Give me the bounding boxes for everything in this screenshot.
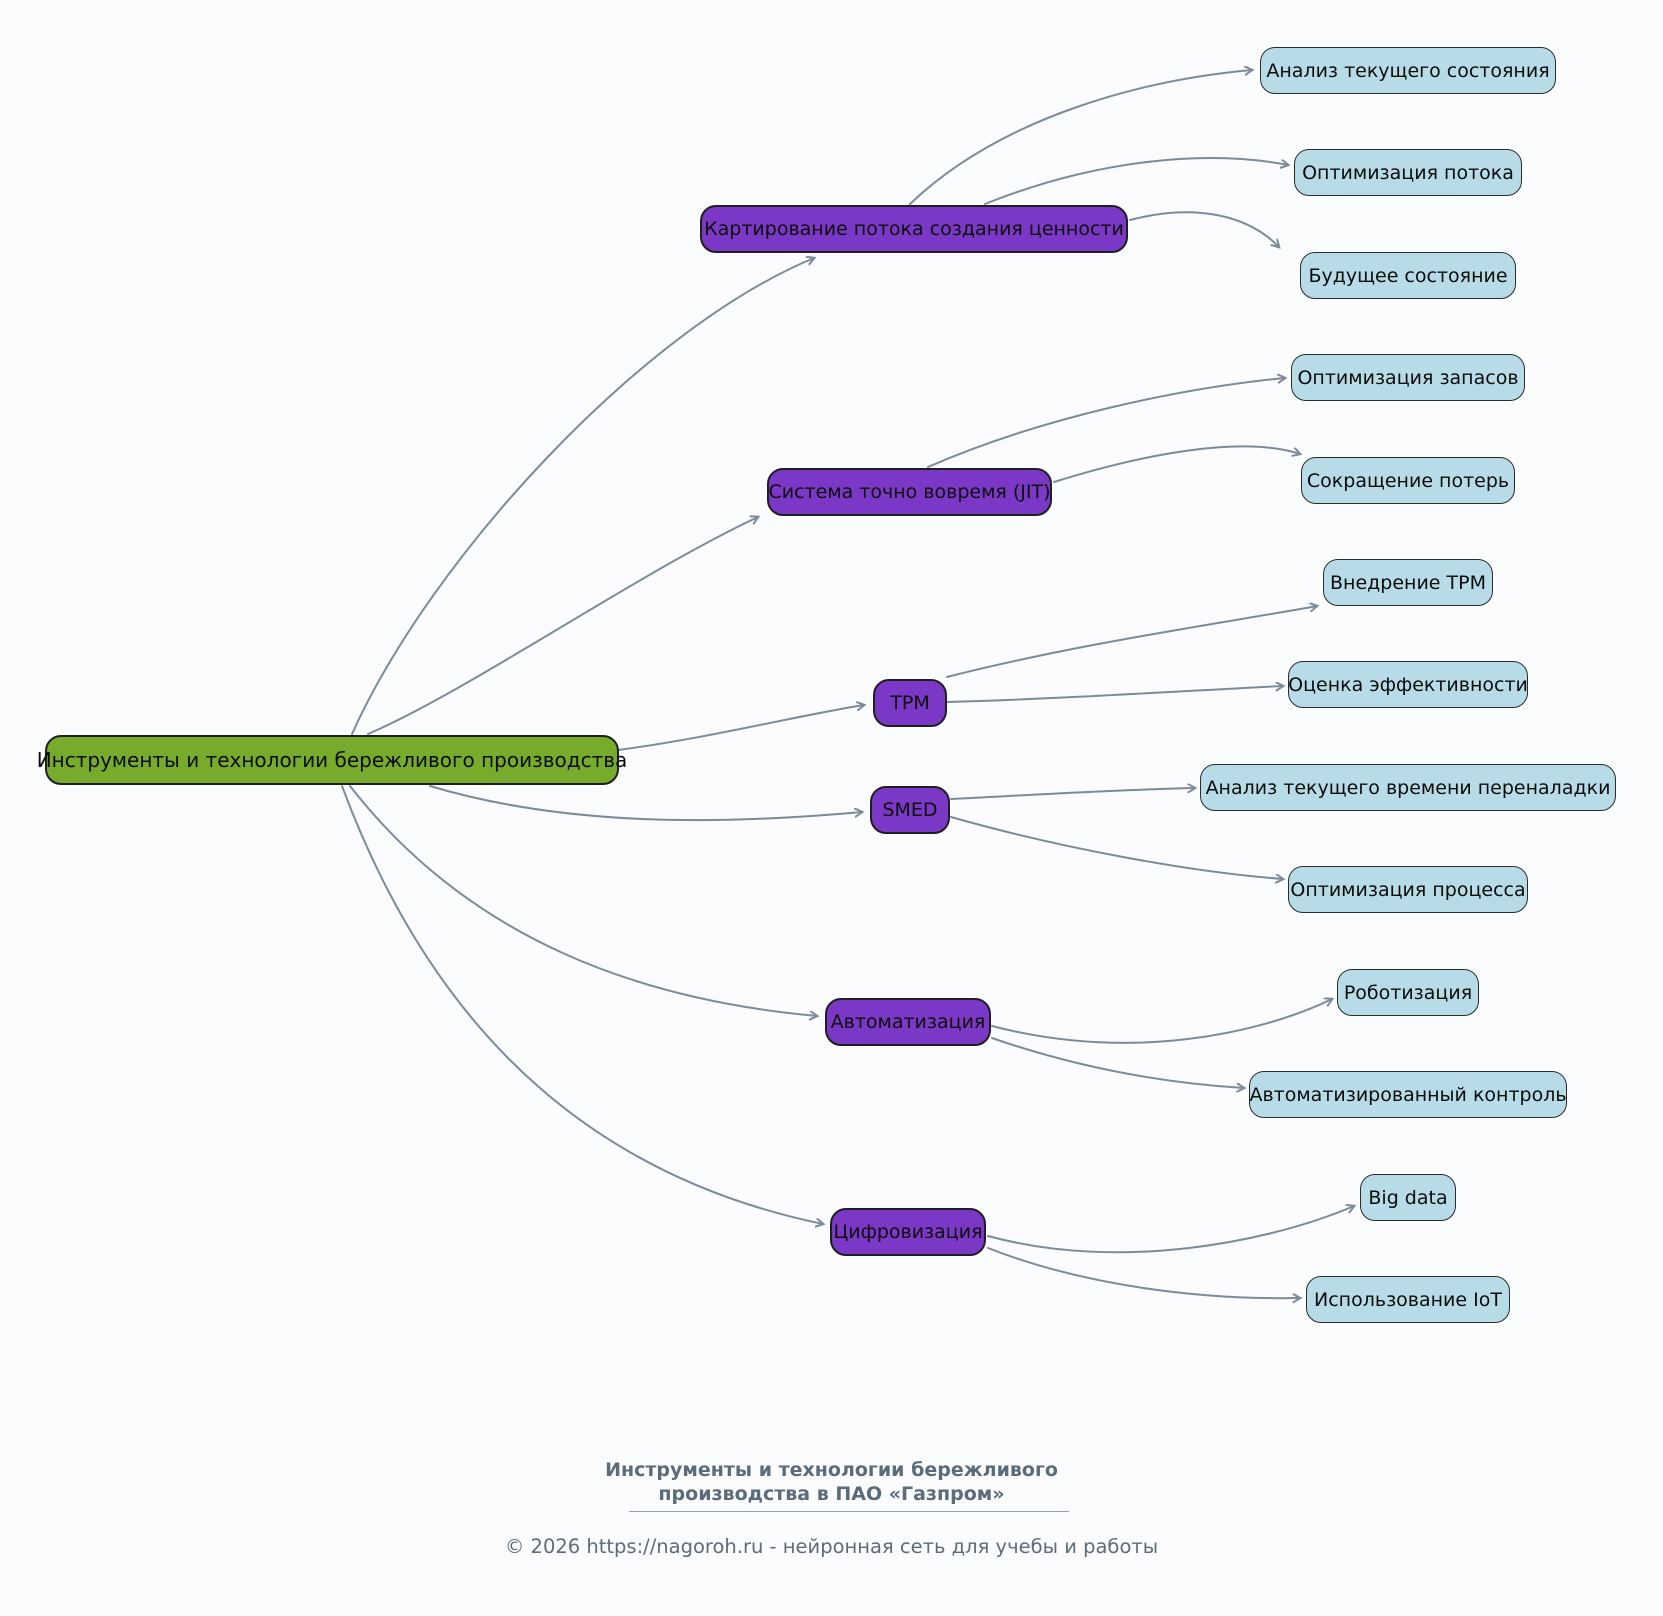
root-node-label: Инструменты и технологии бережливого производства xyxy=(36,748,628,772)
leaf-node-label: Автоматизированный контроль xyxy=(1249,1083,1567,1106)
edge-smed-analiz-vremeni xyxy=(951,788,1195,799)
branch-node-cifrovizaciya[interactable] xyxy=(830,1208,986,1256)
branch-node-jit[interactable] xyxy=(767,468,1052,516)
leaf-node-ispolzovanie-iot[interactable] xyxy=(1306,1276,1510,1323)
leaf-node-analiz-sostoyaniya[interactable] xyxy=(1260,47,1556,94)
copyright-prefix: © 2026 xyxy=(504,1535,587,1558)
footer-title-line2: производства в ПАО «Газпром» xyxy=(658,1483,1005,1505)
edge-group xyxy=(342,70,1354,1298)
edge-root-jit xyxy=(368,517,758,734)
leaf-node-label: Оптимизация процесса xyxy=(1290,878,1526,901)
footer-divider xyxy=(629,1511,1069,1512)
edge-kart-analiz xyxy=(910,70,1252,204)
footer-title xyxy=(0,1458,1663,1506)
branch-node-smed[interactable] xyxy=(870,786,950,834)
leaf-node-optimizaciya-zapasov[interactable] xyxy=(1291,354,1525,401)
leaf-node-label: Будущее состояние xyxy=(1308,264,1508,287)
edge-smed-opt-processa xyxy=(951,817,1283,879)
leaf-node-label: Оценка эффективности xyxy=(1288,673,1528,696)
leaf-node-label: Big data xyxy=(1368,1186,1448,1209)
edge-auto-robotizaciya xyxy=(992,999,1332,1043)
edge-tpm-vnedrenie xyxy=(947,606,1317,677)
edge-jit-opt-zapasov xyxy=(928,378,1285,467)
leaf-node-ocenka-effektivnosti[interactable] xyxy=(1288,661,1528,708)
leaf-node-label: Роботизация xyxy=(1343,981,1473,1004)
leaf-node-label: Анализ текущего времени переналадки xyxy=(1205,776,1611,799)
edge-kart-budushchee xyxy=(1130,212,1279,247)
leaf-node-big-data[interactable] xyxy=(1360,1174,1456,1221)
branch-node-label: TPM xyxy=(890,692,930,714)
leaf-node-label: Использование IoT xyxy=(1314,1288,1502,1311)
edge-jit-sokrashchenie xyxy=(1054,446,1300,482)
leaf-node-analiz-vremeni-perenaladki[interactable] xyxy=(1200,764,1616,811)
leaf-node-optimizaciya-potoka[interactable] xyxy=(1294,149,1522,196)
root-node[interactable] xyxy=(36,735,628,785)
branch-node-label: Картирование потока создания ценности xyxy=(704,218,1124,240)
branch-node-label: Цифровизация xyxy=(833,1221,983,1243)
branch-node-avtomatizaciya[interactable] xyxy=(825,998,991,1046)
leaf-node-optimizaciya-processa[interactable] xyxy=(1288,866,1528,913)
branch-node-label: Система точно вовремя (JIT) xyxy=(768,481,1051,503)
branch-node-tpm[interactable] xyxy=(873,679,947,727)
edge-kart-opt-potoka xyxy=(985,158,1288,204)
branch-node-kartirovanie[interactable] xyxy=(700,205,1128,253)
branch-node-label: SMED xyxy=(882,799,938,821)
leaf-node-label: Сокращение потерь xyxy=(1306,469,1510,492)
leaf-node-label: Внедрение TPM xyxy=(1330,571,1486,594)
edge-tpm-ocenka xyxy=(947,686,1283,702)
branch-node-label: Автоматизация xyxy=(830,1011,986,1033)
copyright-suffix: - нейронная сеть для учебы и работы xyxy=(763,1535,1159,1558)
leaf-node-robotizaciya[interactable] xyxy=(1337,969,1479,1016)
footer-title-line1: Инструменты и технологии бережливого xyxy=(605,1459,1058,1481)
edge-root-tpm xyxy=(618,705,864,750)
edge-root-kartirovanie xyxy=(352,258,814,734)
leaf-node-label: Оптимизация запасов xyxy=(1297,366,1519,389)
edge-root-avtomatizaciya xyxy=(350,786,817,1016)
leaf-node-label: Оптимизация потока xyxy=(1302,161,1514,184)
leaf-node-avtomatizirovannyj-kontrol[interactable] xyxy=(1249,1071,1567,1118)
edge-auto-avt-kontrol xyxy=(992,1038,1244,1088)
edge-digi-iot xyxy=(988,1248,1300,1298)
leaf-node-vnedrenie-tpm[interactable] xyxy=(1323,559,1493,606)
footer-copyright xyxy=(0,1535,1663,1558)
copyright-link[interactable]: https://nagoroh.ru xyxy=(586,1535,764,1558)
leaf-node-budushchee-sostoyanie[interactable] xyxy=(1300,252,1516,299)
leaf-node-label: Анализ текущего состояния xyxy=(1266,59,1550,82)
edge-root-cifrovizaciya xyxy=(342,786,823,1224)
edge-digi-bigdata xyxy=(988,1206,1354,1252)
leaf-node-sokrashchenie-poter[interactable] xyxy=(1301,457,1515,504)
edge-root-smed xyxy=(430,786,862,820)
